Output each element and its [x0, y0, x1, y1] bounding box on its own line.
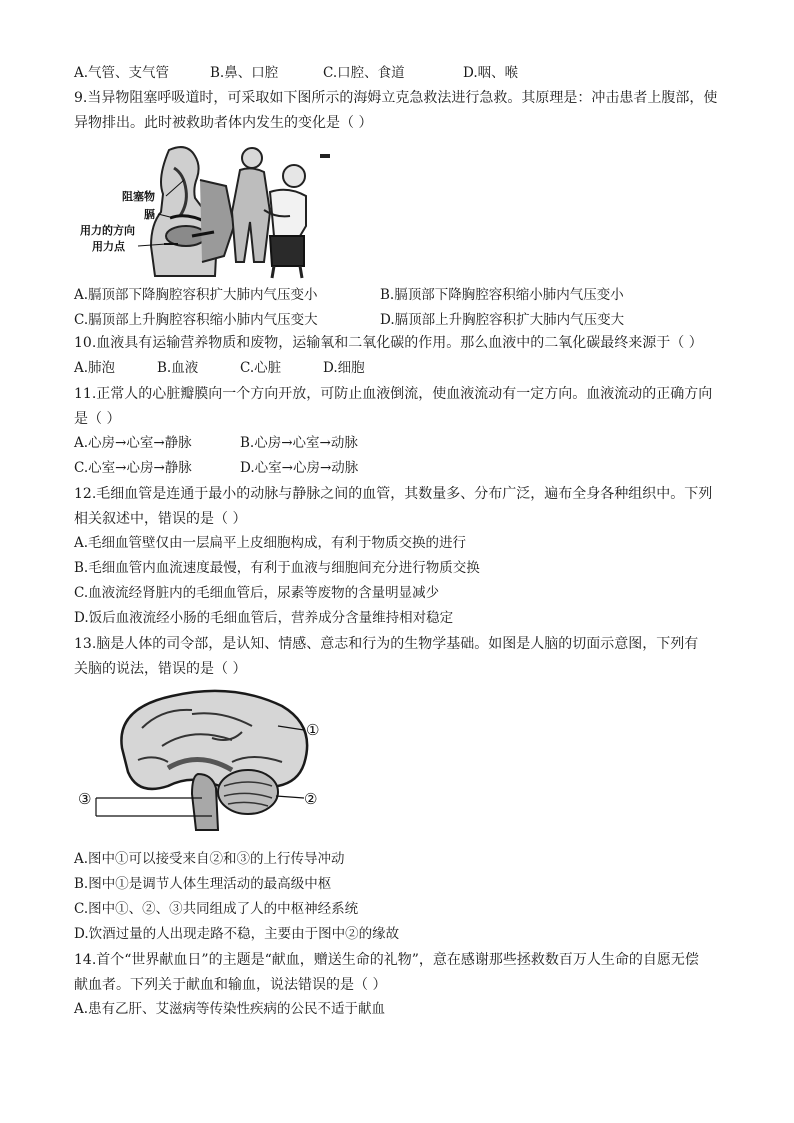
- q12-option-d: D.饭后血液流经小肠的毛细血管后，营养成分含量维持相对稳定: [74, 610, 454, 626]
- q9-option-d: D.膈顶部上升胸腔容积扩大肺内气压变大: [380, 312, 625, 328]
- brain-label-3: ③: [78, 790, 92, 808]
- q11-option-d: D.心室→心房→动脉: [240, 460, 359, 476]
- q13-stem-line2: 关脑的说法，错误的是（ ）: [74, 661, 247, 677]
- label-diaphragm: 膈: [144, 208, 155, 221]
- q11-option-c: C.心室→心房→静脉: [74, 460, 192, 476]
- q12-stem-line2: 相关叙述中，错误的是（ ）: [74, 511, 247, 527]
- q13-option-c: C.图中①、②、③共同组成了人的中枢神经系统: [74, 901, 359, 917]
- q14-option-a: A.患有乙肝、艾滋病等传染性疾病的公民不适于献血: [74, 1001, 386, 1017]
- heimlich-figure: [74, 140, 336, 280]
- q13-option-d: D.饮酒过量的人出现走路不稳，主要由于图中②的缘故: [74, 926, 400, 942]
- q12-option-b: B.毛细血管内血流速度最慢，有利于血液与细胞间充分进行物质交换: [74, 560, 480, 576]
- q10-option-c: C.心脏: [240, 360, 282, 376]
- q11-stem-line2: 是（ ）: [74, 411, 121, 427]
- brain-label-2: ②: [304, 790, 318, 808]
- label-force-point: 用力点: [92, 240, 125, 253]
- q8-option-d: D.咽、喉: [463, 65, 519, 81]
- q12-stem-line1: 12.毛细血管是连通于最小的动脉与静脉之间的血管，其数量多、分布广泛，遍布全身各种组织中。下列: [74, 486, 713, 502]
- q9-stem-line1: 9.当异物阻塞呼吸道时，可采取如下图所示的海姆立克急救法进行急救。其原理是：冲击患者上腹部，使: [74, 90, 718, 106]
- q8-option-a: A.气管、支气管: [74, 65, 170, 81]
- q10-option-a: A.肺泡: [74, 360, 116, 376]
- q9-option-c: C.膈顶部上升胸腔容积缩小肺内气压变大: [74, 312, 318, 328]
- q14-stem-line2: 献血者。下列关于献血和输血，说法错误的是（ ）: [74, 977, 387, 993]
- q13-stem-line1: 13.脑是人体的司令部，是认知、情感、意志和行为的生物学基础。如图是人脑的切面示意图，下列有: [74, 636, 699, 652]
- label-obstruction: 阻塞物: [122, 190, 155, 203]
- q10-option-b: B.血液: [157, 360, 199, 376]
- q11-option-b: B.心房→心室→动脉: [240, 435, 358, 451]
- q12-option-a: A.毛细血管壁仅由一层扁平上皮细胞构成，有利于物质交换的进行: [74, 535, 467, 551]
- brain-illustration: [72, 688, 332, 836]
- q12-option-c: C.血液流经肾脏内的毛细血管后，尿素等废物的含量明显减少: [74, 585, 440, 601]
- brain-figure: [72, 688, 332, 836]
- q10-stem-line1: 10.血液具有运输营养物质和废物，运输氧和二氧化碳的作用。那么血液中的二氧化碳最终来源于（ ）: [74, 335, 703, 351]
- q13-option-b: B.图中①是调节人体生理活动的最高级中枢: [74, 876, 332, 892]
- q8-option-c: C.口腔、食道: [323, 65, 405, 81]
- q13-option-a: A.图中①可以接受来自②和③的上行传导冲动: [74, 851, 345, 867]
- heimlich-illustration: [74, 140, 336, 280]
- q9-option-a: A.膈顶部下降胸腔容积扩大肺内气压变小: [74, 287, 318, 303]
- q9-option-b: B.膈顶部下降胸腔容积缩小肺内气压变小: [380, 287, 624, 303]
- q11-option-a: A.心房→心室→静脉: [74, 435, 192, 451]
- q10-option-d: D.细胞: [323, 360, 365, 376]
- q9-stem-line2: 异物排出。此时被救助者体内发生的变化是（ ）: [74, 115, 373, 131]
- q11-stem-line1: 11.正常人的心脏瓣膜向一个方向开放，可防止血液倒流，使血液流动有一定方向。血液流动的正确方向: [74, 386, 713, 402]
- brain-label-1: ①: [306, 721, 320, 739]
- q14-stem-line1: 14.首个“世界献血日”的主题是“献血，赠送生命的礼物”，意在感谢那些拯救数百万人生命的自愿无偿: [74, 952, 699, 968]
- q8-option-b: B.鼻、口腔: [210, 65, 279, 81]
- label-force-direction: 用力的方向: [80, 224, 135, 237]
